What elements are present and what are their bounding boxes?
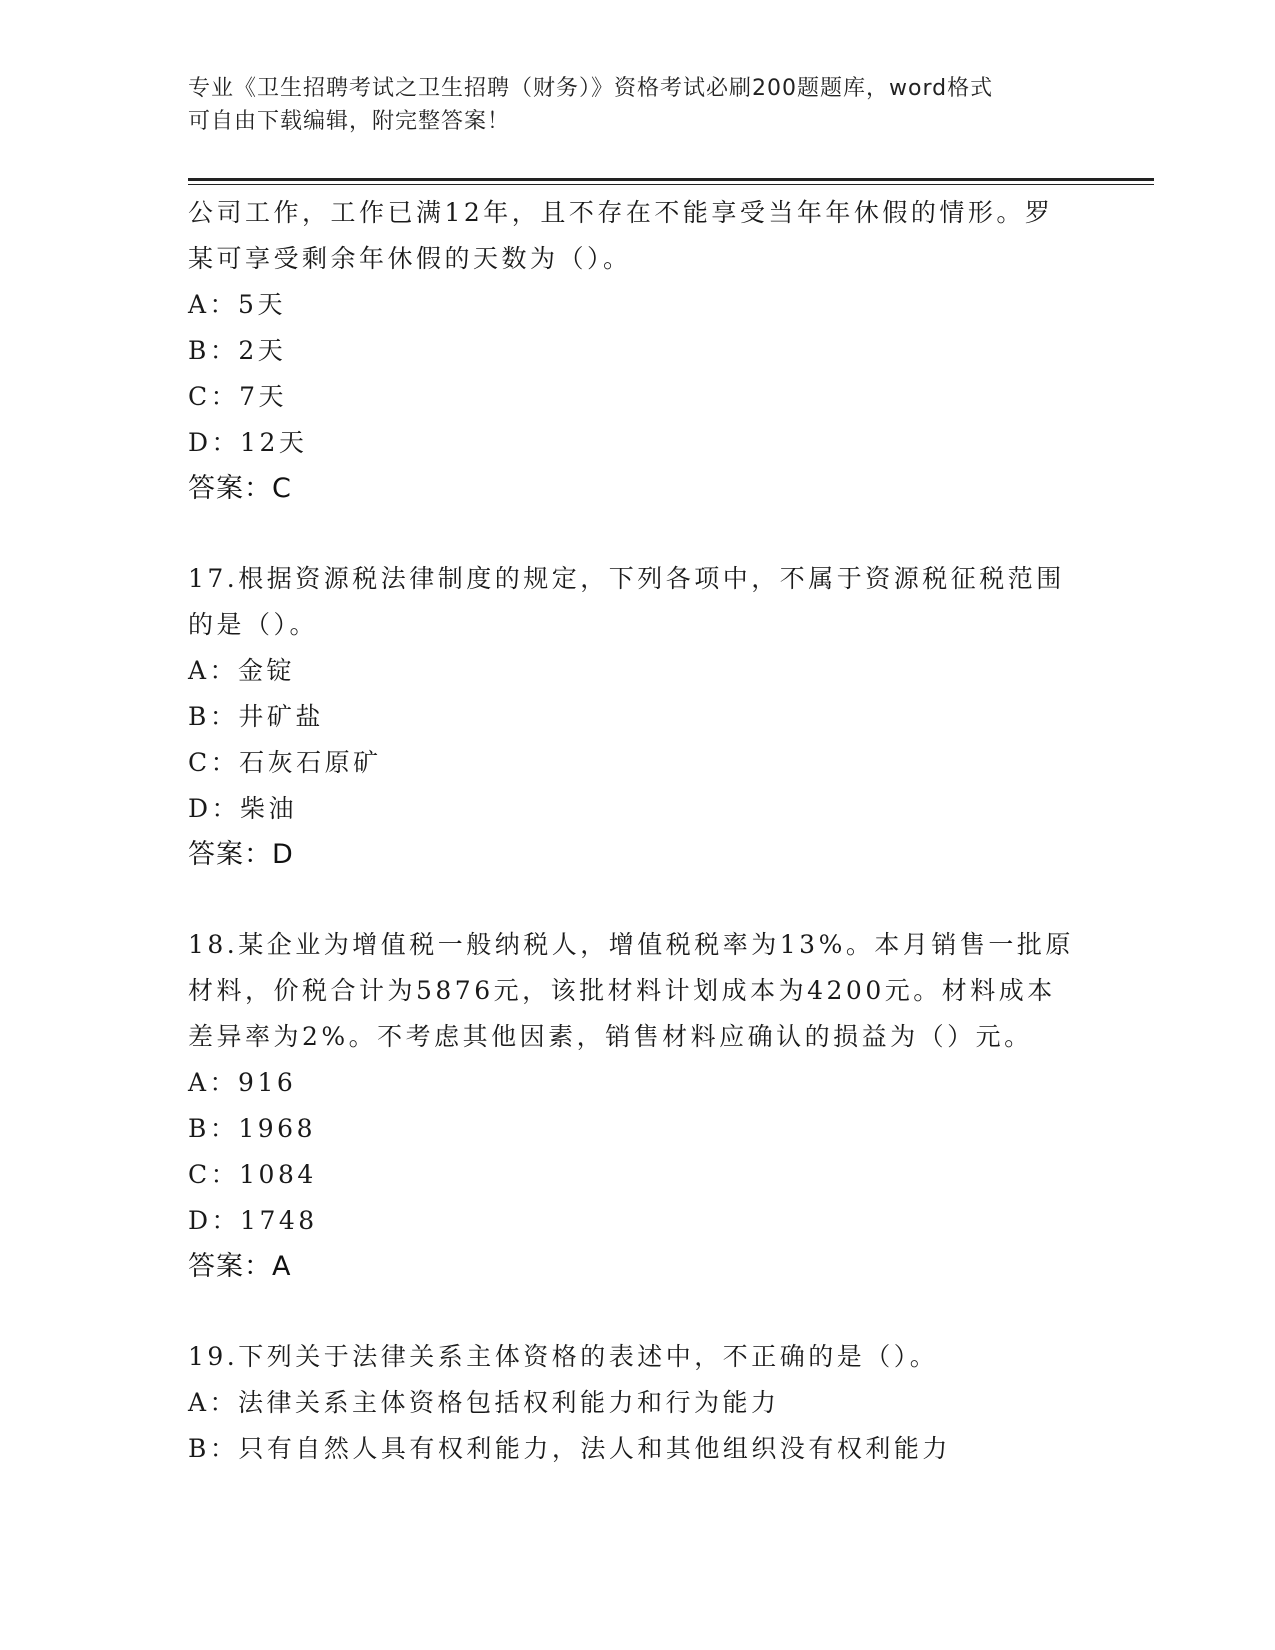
option-a: A：5天 xyxy=(188,290,286,319)
document-header xyxy=(188,72,1088,138)
question-text: 某可享受剩余年休假的天数为（）。 xyxy=(188,244,632,273)
option-b: B：1968 xyxy=(188,1114,316,1143)
answer: 答案：C xyxy=(188,473,292,504)
option-c: C：7天 xyxy=(188,382,288,411)
question-text: 公司工作，工作已满12年，且不存在不能享受当年年休假的情形。罗 xyxy=(188,198,1054,227)
question-17 xyxy=(188,556,1088,878)
question-text: 18.某企业为增值税一般纳税人，增值税税率为13%。本月销售一批原 xyxy=(188,930,1074,959)
option-b: B：2天 xyxy=(188,336,287,365)
question-text: 17.根据资源税法律制度的规定，下列各项中，不属于资源税征税范围 xyxy=(188,564,1065,593)
option-d: D：1748 xyxy=(188,1206,318,1235)
option-a: A：916 xyxy=(188,1068,297,1097)
option-b: B：井矿盐 xyxy=(188,702,324,731)
answer: 答案：A xyxy=(188,1251,292,1282)
header-line-2: 可自由下载编辑，附完整答案！ xyxy=(188,109,511,134)
header-line-1: 专业《卫生招聘考试之卫生招聘（财务）》资格考试必刷200题题库，word格式 xyxy=(188,76,994,101)
question-list xyxy=(188,190,1088,1472)
option-c: C：1084 xyxy=(188,1160,317,1189)
option-b: B：只有自然人具有权利能力，法人和其他组织没有权利能力 xyxy=(188,1434,951,1463)
question-text: 19.下列关于法律关系主体资格的表述中，不正确的是（）。 xyxy=(188,1342,939,1371)
option-c: C：石灰石原矿 xyxy=(188,748,382,777)
option-d: D：12天 xyxy=(188,428,308,457)
header-rule-thin xyxy=(188,184,1154,185)
option-a: A：金锭 xyxy=(188,656,296,685)
question-text: 的是（）。 xyxy=(188,610,319,639)
header-rule-thick xyxy=(188,178,1154,181)
question-18 xyxy=(188,922,1088,1290)
option-d: D：柴油 xyxy=(188,794,298,823)
question-text: 材料，价税合计为5876元，该批材料计划成本为4200元。材料成本 xyxy=(188,976,1056,1005)
spacer xyxy=(188,1290,1088,1334)
option-a: A：法律关系主体资格包括权利能力和行为能力 xyxy=(188,1388,780,1417)
answer: 答案：D xyxy=(188,839,294,870)
spacer xyxy=(188,512,1088,556)
question-19 xyxy=(188,1334,1088,1472)
question-text: 差异率为2%。不考虑其他因素，销售材料应确认的损益为（）元。 xyxy=(188,1022,1033,1051)
spacer xyxy=(188,878,1088,922)
question-16 xyxy=(188,190,1088,512)
